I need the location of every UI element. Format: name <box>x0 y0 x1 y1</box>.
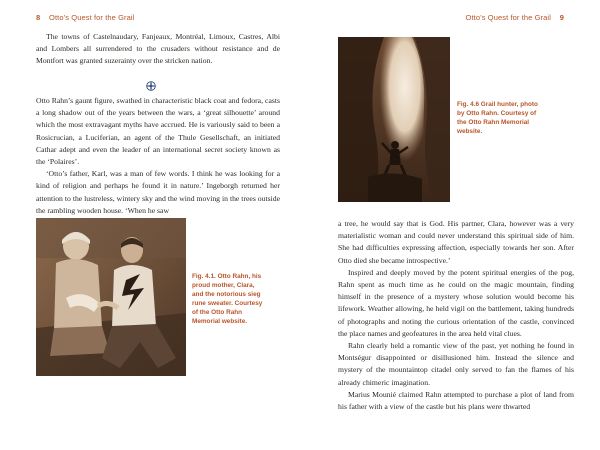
left-top-paragraph-block <box>36 31 280 68</box>
right-paragraph-2: Inspired and deeply moved by the potent spiritual energies of the pog, Rahn spent as much time as he could on the magic mountain, finding himself in the presence of a mystery whose solution would become his lifework. Weather allowing, he held vigil on the battlement, taking hundreds of photographs and noting the curious orientation of the castle, convinced the place names and geofeatures in the area held vital clues. <box>338 267 574 338</box>
right-page <box>300 0 600 450</box>
left-top-paragraph: The towns of Castelnaudary, Fanjeaux, Montréal, Limoux, Castres, Albi and Lombers all surrendered to the crusaders without resistance and de Montfort was granted suzerainty over the stricken nation. <box>36 32 280 66</box>
right-page-number: 9 <box>559 13 564 22</box>
figure-4-6-caption: Fig. 4.6 Grail hunter, photo by Otto Rahn. Courtesy of the Otto Rahn Memorial website. <box>457 101 538 135</box>
left-running-title: Otto’s Quest for the Grail <box>49 13 135 22</box>
right-running-head <box>466 13 564 22</box>
figure-4-6-photo <box>338 37 450 202</box>
right-main-text <box>338 218 574 413</box>
left-page-number: 8 <box>36 13 41 22</box>
left-paragraph-1: Otto Rahn’s gaunt figure, swathed in characteristic black coat and fedora, casts a long shadow out of the years between the wars, a ‘great silhouette’ around which the most extravagant myths have accrued. He is variously said to been a Rosicrucian, a Luciferian, an agent of the Thule Gesellschaft, an initiated Cathar adept and even the leader of an international secret society known as the ‘Polaires’. <box>36 96 280 167</box>
figure-4-1-photo <box>36 218 186 376</box>
cross-in-circle-icon <box>146 78 156 88</box>
right-paragraph-1: a tree, he would say that is God. His partner, Clara, however was a very materialistic woman and could never understand this spiritual side of him. She had difficulties expressing affection, especially towards her son. After Otto died she became introspective.’ <box>338 219 574 265</box>
left-paragraph-2: ‘Otto’s father, Karl, was a man of few words. I think he was looking for a kind of religion and perhaps he found it in nature.’ Ingeborgh returned her attention to the lustreless, wintery sky and the wind moving in the trees outside the rambling wooden house. ‘When he saw <box>36 169 280 215</box>
left-running-head <box>36 13 134 22</box>
right-paragraph-4: Marius Mounié claimed Rahn attempted to purchase a plot of land from his father with a view of the castle but his plans were thwarted <box>338 389 574 412</box>
right-running-title: Otto’s Quest for the Grail <box>465 13 551 22</box>
right-paragraph-3: Rahn clearly held a romantic view of the past, yet nothing he found in Montségur disappointed or disillusioned him. Instead the silence and mystery of the mountaintop citadel only served to fan the flames of his already chimeric imagination. <box>338 341 574 387</box>
left-main-text <box>36 95 280 217</box>
figure-4-1-caption: Fig. 4.1. Otto Rahn, his proud mother, Clara, and the notorious sieg rune sweater. Courtesy of the Otto Rahn Memorial website. <box>192 273 263 325</box>
